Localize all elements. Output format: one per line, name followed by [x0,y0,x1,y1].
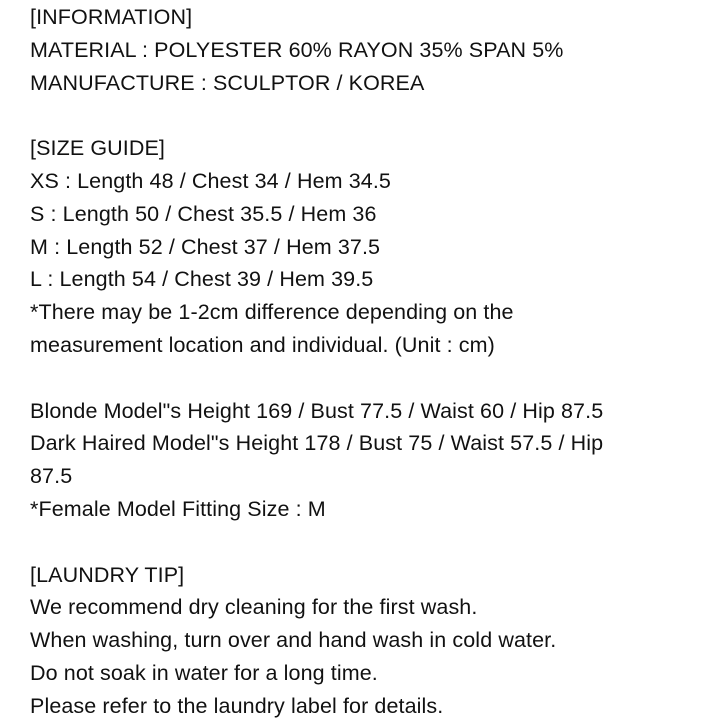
size-guide-section [30,132,710,362]
manufacture-line: MANUFACTURE : SCULPTOR / KOREA [30,70,425,95]
laundry-tip-1: We recommend dry cleaning for the first wash. [30,595,478,620]
section-spacer [30,362,710,395]
laundry-tip-3: Do not soak in water for a long time. [30,660,378,685]
laundry-tip-4: Please refer to the laundry label for details. [30,693,444,718]
material-line: MATERIAL : POLYESTER 60% RAYON 35% SPAN 5% [30,37,564,62]
product-details-document [30,1,710,723]
information-section [30,1,710,99]
size-row-m: M : Length 52 / Chest 37 / Hem 37.5 [30,234,381,259]
blonde-model-measurements: Blonde Model"s Height 169 / Bust 77.5 / Waist 60 / Hip 87.5 [30,398,604,423]
size-row-l: L : Length 54 / Chest 39 / Hem 39.5 [30,267,374,292]
section-spacer [30,99,710,132]
laundry-tip-2: When washing, turn over and hand wash in cold water. [30,628,557,653]
information-heading: [INFORMATION] [30,5,193,29]
dark-haired-model-measurements-line-1: Dark Haired Model"s Height 178 / Bust 75 / Waist 57.5 / Hip [30,431,604,456]
model-info-section [30,395,710,526]
size-row-xs: XS : Length 48 / Chest 34 / Hem 34.5 [30,168,391,193]
size-guide-heading: [SIZE GUIDE] [30,136,165,161]
laundry-tip-section [30,559,710,723]
section-spacer [30,526,710,559]
model-fitting-size: *Female Model Fitting Size : M [30,496,326,521]
dark-haired-model-measurements-line-2: 87.5 [30,464,73,489]
laundry-tip-heading: [LAUNDRY TIP] [30,562,185,587]
size-note-line-1: *There may be 1-2cm difference depending on the [30,300,514,325]
size-row-s: S : Length 50 / Chest 35.5 / Hem 36 [30,201,377,226]
size-note-line-2: measurement location and individual. (Unit : cm) [30,332,495,357]
